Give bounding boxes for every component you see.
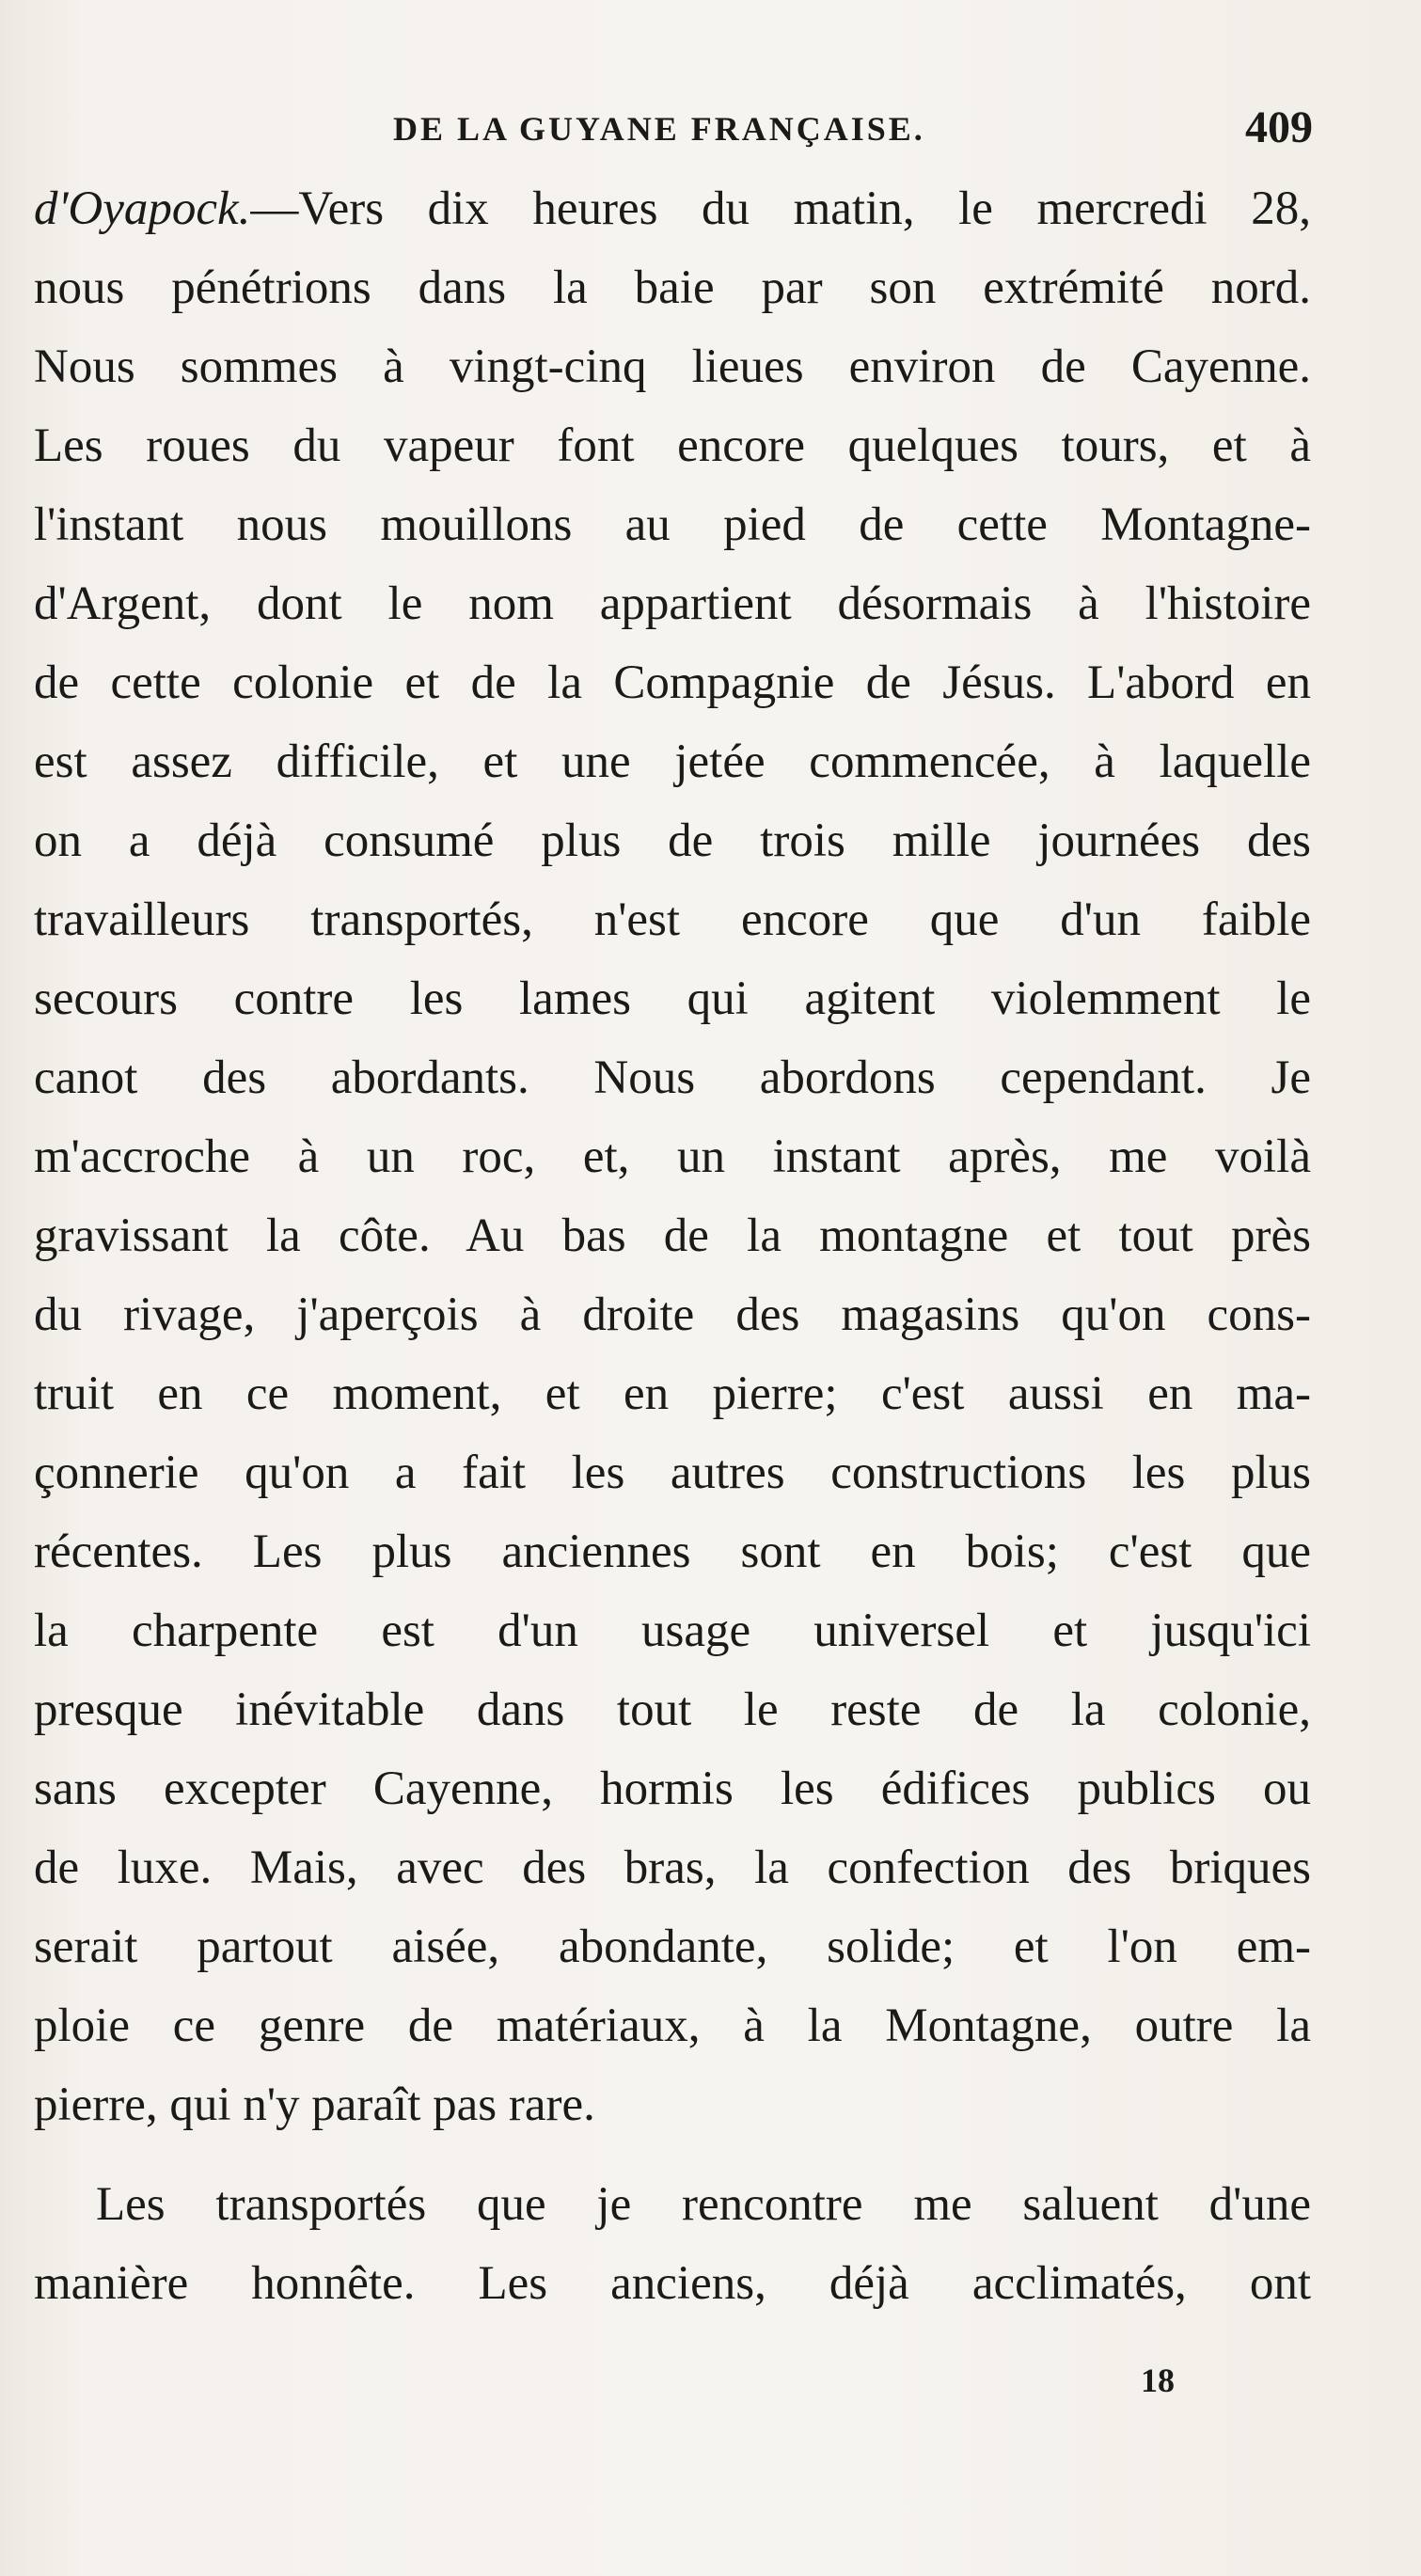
text-line-rest: —Vers dix heures du matin, le mercredi 28, <box>250 182 1311 235</box>
text-line: manière honnête. Les anciens, déjà acclimatés, ont <box>34 2257 1311 2310</box>
text-line: de luxe. Mais, avec des bras, la confection des briques <box>34 1841 1311 1894</box>
page-number: 409 <box>1245 103 1313 152</box>
text-line: gravissant la côte. Au bas de la montagne et tout près <box>34 1209 1311 1262</box>
signature-mark: 18 <box>1141 2362 1175 2399</box>
text-line: m'accroche à un roc, et, un instant après, me voilà <box>34 1130 1311 1183</box>
text-line: ploie ce genre de matériaux, à la Montagne, outre la <box>34 1999 1311 2052</box>
text-line: de cette colonie et de la Compagnie de Jésus. L'abord en <box>34 656 1311 709</box>
text-line: travailleurs transportés, n'est encore que d'un faible <box>34 893 1311 946</box>
text-line <box>34 169 1311 248</box>
text-line: canot des abordants. Nous abordons cependant. Je <box>34 1051 1311 1104</box>
running-title: DE LA GUYANE FRANÇAISE. <box>393 110 925 148</box>
text-line: on a déjà consumé plus de trois mille journées des <box>34 814 1311 867</box>
text-line: récentes. Les plus anciennes sont en bois; c'est que <box>34 1525 1311 1578</box>
text-line: la charpente est d'un usage universel et jusqu'ici <box>34 1604 1311 1657</box>
text-line: secours contre les lames qui agitent violemment le <box>34 972 1311 1025</box>
text-line-paragraph-start: Les transportés que je rencontre me saluent d'une <box>96 2178 1311 2231</box>
text-line: presque inévitable dans tout le reste de la colonie, <box>34 1683 1311 1736</box>
text-line: çonnerie qu'on a fait les autres constructions les plus <box>34 1446 1311 1499</box>
text-line: serait partout aisée, abondante, solide; et l'on em- <box>34 1920 1311 1973</box>
text-line: sans excepter Cayenne, hormis les édifices publics ou <box>34 1762 1311 1815</box>
text-line: nous pénétrions dans la baie par son extrémité nord. <box>34 261 1311 314</box>
text-line: du rivage, j'aperçois à droite des magasins qu'on cons- <box>34 1288 1311 1341</box>
text-line-paragraph-end: pierre, qui n'y paraît pas rare. <box>34 2078 595 2131</box>
body-text <box>34 169 1311 2323</box>
text-line: est assez difficile, et une jetée commencée, à laquelle <box>34 735 1311 788</box>
text-line: Les roues du vapeur font encore quelques tours, et à <box>34 419 1311 472</box>
italic-place-name: d'Oyapock. <box>34 182 251 235</box>
text-line: truit en ce moment, et en pierre; c'est aussi en ma- <box>34 1367 1311 1420</box>
running-head <box>34 102 1313 158</box>
text-line: Nous sommes à vingt-cinq lieues environ de Cayenne. <box>34 340 1311 393</box>
text-line: d'Argent, dont le nom appartient désormais à l'histoire <box>34 577 1311 630</box>
text-line: l'instant nous mouillons au pied de cette Montagne- <box>34 498 1311 551</box>
